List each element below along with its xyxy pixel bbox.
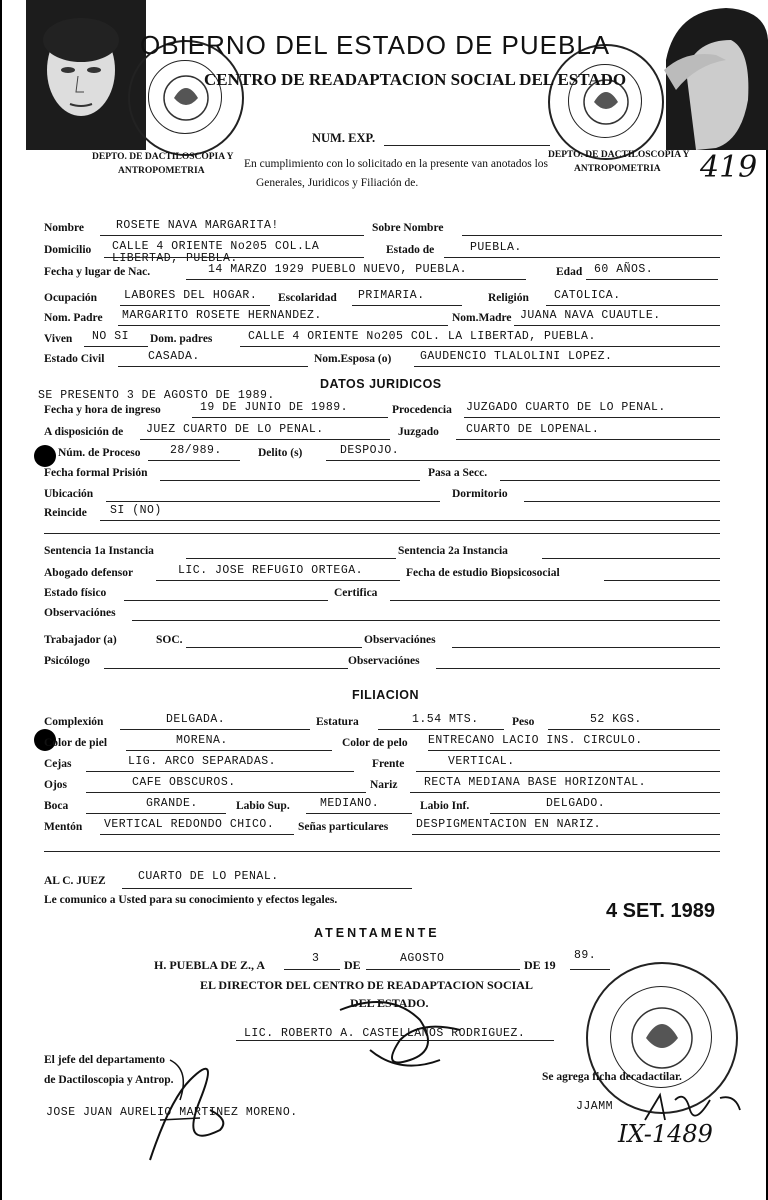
fecha-nac-label: Fecha y lugar de Nac.: [44, 266, 151, 278]
procedencia-label: Procedencia: [392, 404, 452, 416]
menton-label: Mentón: [44, 821, 83, 833]
reincide-label: Reincide: [44, 507, 87, 519]
signature-jefe: [130, 1040, 240, 1170]
director-name: LIC. ROBERTO A. CASTELLANOS RODRIGUEZ.: [244, 1027, 526, 1040]
civil-value: CASADA.: [148, 350, 200, 363]
padre-label: Nom. Padre: [44, 312, 103, 324]
corner-mark: 419: [700, 150, 758, 185]
prision-label: Fecha formal Prisión: [44, 467, 148, 479]
dia-value: 3: [312, 952, 320, 965]
boca-value: GRANDE.: [146, 797, 198, 810]
estado-value: PUEBLA.: [470, 241, 522, 254]
ojos-value: CAFE OBSCUROS.: [132, 776, 236, 789]
civil-label: Estado Civil: [44, 353, 105, 365]
viven-label: Viven: [44, 333, 73, 345]
juez-label: AL C. JUEZ: [44, 875, 106, 887]
ingreso-label: Fecha y hora de ingreso: [44, 404, 161, 416]
dom-padres-value: CALLE 4 ORIENTE No205 COL. LA LIBERTAD, PUEBLA.: [248, 330, 596, 343]
complexion-label: Complexión: [44, 716, 104, 728]
labio-inf-label: Labio Inf.: [420, 800, 470, 812]
frente-value: VERTICAL.: [448, 755, 515, 768]
sentencia2-label: Sentencia 2a Instancia: [398, 545, 508, 557]
intro-text-2: Generales, Juridicos y Filiación de.: [256, 177, 419, 189]
received-date-stamp: 4 SET. 1989: [606, 900, 715, 922]
soc-label: SOC.: [156, 634, 183, 646]
esposo-label: Nom.Esposa (o): [314, 353, 392, 365]
estatura-value: 1.54 MTS.: [412, 713, 479, 726]
religion-label: Religión: [488, 292, 529, 304]
viven-value: NO SI: [92, 330, 130, 343]
ingreso-value: 19 DE JUNIO DE 1989.: [200, 401, 349, 414]
labio-sup-label: Labio Sup.: [236, 800, 290, 812]
delito-label: Delito (s): [258, 447, 303, 459]
menton-value: VERTICAL REDONDO CHICO.: [104, 818, 275, 831]
agrega-note: Se agrega ficha decadactilar.: [542, 1071, 682, 1083]
jefe-title: El jefe del departamento: [44, 1054, 166, 1066]
observaciones-3-label: Observaciónes: [348, 655, 420, 667]
frente-label: Frente: [372, 758, 405, 770]
seal-right: [548, 44, 664, 160]
num-exp-label: NUM. EXP.: [312, 131, 376, 145]
left-dept-label: DEPTO. DE DACTILOSCOPIA Y: [92, 152, 234, 162]
religion-value: CATOLICA.: [554, 289, 621, 302]
dom-padres-label: Dom. padres: [150, 333, 213, 345]
padre-value: MARGARITO ROSETE HERNANDEZ.: [122, 309, 322, 322]
peso-label: Peso: [512, 716, 535, 728]
observaciones-label: Observaciónes: [44, 607, 116, 619]
pelo-label: Color de pelo: [342, 737, 408, 749]
complexion-value: DELGADA.: [166, 713, 226, 726]
madre-value: JUANA NAVA CUAUTLE.: [520, 309, 661, 322]
signature-director: [330, 990, 480, 1080]
nariz-value: RECTA MEDIANA BASE HORIZONTAL.: [424, 776, 647, 789]
face-image: [26, 0, 146, 150]
nariz-label: Nariz: [370, 779, 398, 791]
certifica-label: Certifica: [334, 587, 378, 599]
section-filiacion: FILIACION: [352, 688, 419, 702]
abogado-value: LIC. JOSE REFUGIO ORTEGA.: [178, 564, 364, 577]
atentamente: ATENTAMENTE: [314, 926, 440, 940]
observaciones-2-label: Observaciónes: [364, 634, 436, 646]
senas-label: Señas particulares: [298, 821, 389, 833]
ocupacion-value: LABORES DEL HOGAR.: [124, 289, 258, 302]
cejas-value: LIG. ARCO SEPARADAS.: [128, 755, 277, 768]
disposicion-label: A disposición de: [44, 426, 124, 438]
peso-value: 52 KGS.: [590, 713, 642, 726]
cejas-label: Cejas: [44, 758, 72, 770]
escolaridad-value: PRIMARIA.: [358, 289, 425, 302]
boca-label: Boca: [44, 800, 69, 812]
esposo-value: GAUDENCIO TLALOLINI LOPEZ.: [420, 350, 613, 363]
right-dept-label-2: ANTROPOMETRIA: [574, 164, 661, 174]
domicilio-value-2: LIBERTAD, PUEBLA.: [112, 252, 238, 265]
document-title: OBIERNO DEL ESTADO DE PUEBLA: [140, 30, 611, 60]
labio-sup-value: MEDIANO.: [320, 797, 380, 810]
proceso-label: Núm. de Proceso: [58, 447, 141, 459]
piel-value: MORENA.: [176, 734, 228, 747]
disposicion-value: JUEZ CUARTO DE LO PENAL.: [146, 423, 324, 436]
estatura-label: Estatura: [316, 716, 359, 728]
jefe-name: JOSE JUAN AURELIO MARTINEZ MORENO.: [46, 1106, 298, 1119]
comunico-text: Le comunico a Usted para su conocimiento y efectos legales.: [44, 894, 338, 906]
trabajador-label: Trabajador (a): [44, 634, 117, 646]
pelo-value: ENTRECANO LACIO INS. CIRCULO.: [428, 734, 643, 747]
senas-value: DESPIGMENTACION EN NARIZ.: [416, 818, 602, 831]
sentencia1-label: Sentencia 1a Instancia: [44, 545, 154, 557]
dormitorio-label: Dormitorio: [452, 488, 508, 500]
right-photo: [656, 0, 768, 150]
de-year-label: DE 19: [524, 958, 556, 972]
de-label: DE: [344, 958, 361, 972]
edad-label: Edad: [556, 266, 583, 278]
left-photo: [26, 0, 146, 150]
mes-value: AGOSTO: [400, 952, 445, 965]
lugar-label: H. PUEBLA DE Z., A: [154, 958, 266, 972]
ocupacion-label: Ocupación: [44, 292, 98, 304]
estado-label: Estado de: [386, 244, 435, 256]
piel-label: Color de piel: [44, 737, 108, 749]
nombre-label: Nombre: [44, 222, 85, 234]
estudio-label: Fecha de estudio Biopsicosocial: [406, 567, 560, 579]
sobre-nombre-label: Sobre Nombre: [372, 222, 444, 234]
psicologo-label: Psicólogo: [44, 655, 90, 667]
anio-value: 89.: [574, 949, 597, 962]
fisico-label: Estado físico: [44, 587, 107, 599]
madre-label: Nom.Madre: [452, 312, 512, 324]
director-title-2: DEL ESTADO.: [350, 996, 429, 1010]
nombre-value: ROSETE NAVA MARGARITA!: [116, 219, 279, 232]
jefe-title-2: de Dactiloscopia y Antrop.: [44, 1074, 174, 1086]
intro-text: En cumplimiento con lo solicitado en la presente van anotados los: [244, 158, 549, 170]
signature-handwritten: [640, 1090, 750, 1130]
document-subtitle: CENTRO DE READAPTACION SOCIAL DEL ESTADO: [204, 70, 627, 89]
proceso-value: 28/989.: [170, 444, 222, 457]
left-dept-label-2: ANTROPOMETRIA: [118, 166, 205, 176]
ubicacion-label: Ubicación: [44, 488, 94, 500]
pasa-label: Pasa a Secc.: [428, 467, 488, 479]
escolaridad-label: Escolaridad: [278, 292, 337, 304]
reincide-value: SI (NO): [110, 504, 162, 517]
edad-value: 60 AÑOS.: [594, 263, 654, 276]
eagle-emblem: [550, 46, 662, 158]
fecha-nac-value: 14 MARZO 1929 PUEBLO NUEVO, PUEBLA.: [208, 263, 468, 276]
punch-hole: [34, 445, 56, 467]
presento-note: SE PRESENTO 3 DE AGOSTO DE 1989.: [38, 389, 275, 402]
juez-value: CUARTO DE LO PENAL.: [138, 870, 279, 883]
procedencia-value: JUZGADO CUARTO DE LO PENAL.: [466, 401, 666, 414]
director-title: EL DIRECTOR DEL CENTRO DE READAPTACION SOCIAL: [200, 978, 533, 992]
scan-border-left: [0, 0, 2, 1200]
delito-value: DESPOJO.: [340, 444, 400, 457]
profile-image: [656, 0, 768, 150]
domicilio-label: Domicilio: [44, 244, 92, 256]
handwritten-note: IX-1489: [618, 1120, 713, 1148]
abogado-label: Abogado defensor: [44, 567, 134, 579]
section-datos-juridicos: DATOS JURIDICOS: [320, 377, 442, 391]
domicilio-value: CALLE 4 ORIENTE No205 COL.LA: [112, 240, 320, 253]
right-dept-label: DEPTO. DE DACTILOSCOPIA Y: [548, 150, 690, 160]
juzgado-value: CUARTO DE LOPENAL.: [466, 423, 600, 436]
labio-inf-value: DELGADO.: [546, 797, 606, 810]
juzgado-label: Juzgado: [398, 426, 439, 438]
ojos-label: Ojos: [44, 779, 67, 791]
initials: JJAMM: [576, 1100, 614, 1113]
